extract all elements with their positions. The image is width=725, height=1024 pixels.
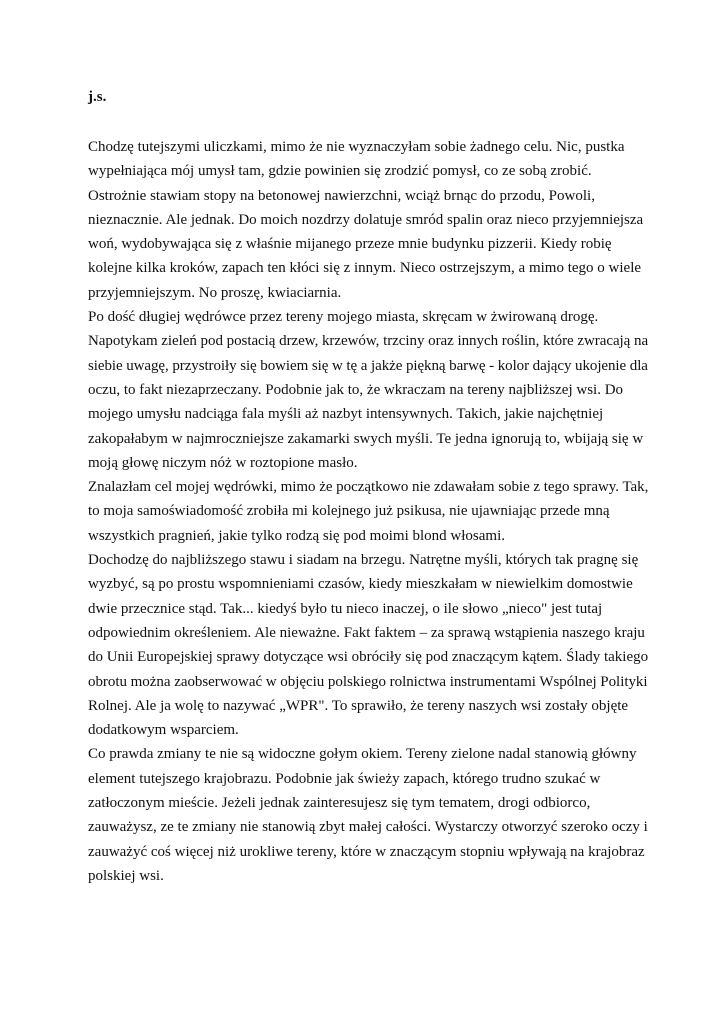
- text-line: dwie przecznice stąd. Tak... kiedyś było tu nieco inaczej, o ile słowo „nieco" jest tutaj: [88, 600, 603, 617]
- text-line: Znalazłam cel mojej wędrówki, mimo że początkowo nie zdawałam sobie z tego sprawy. Tak,: [88, 479, 649, 496]
- text-line: nieznacznie. Ale jednak. Do moich nozdrzy dolatuje smród spalin oraz nieco przyjemniejsza: [88, 211, 644, 228]
- text-line: moją głowę niczym nóż w roztopione masło.: [88, 454, 358, 471]
- text-line: woń, wydobywająca się z właśnie mijanego przeze mnie budynku pizzerii. Kiedy robię: [88, 236, 612, 253]
- text-line: wszystkich pragnień, jakie tylko rodzą się pod moimi blond włosami.: [88, 527, 506, 544]
- text-line: Rolnej. Ale ja wolę to nazywać „WPR". To sprawiło, że tereny naszych wsi zostały objęte: [88, 697, 629, 714]
- text-line: zauważysz, ze te zmiany nie stanowią zbyt małej całości. Wystarczy otworzyć szeroko oczy i: [88, 819, 648, 836]
- text-line: wypełniająca mój umysł tam, gdzie powinien się zrodzić pomysł, co ze sobą zrobić.: [88, 163, 592, 180]
- author-initials: j.s.: [88, 89, 107, 105]
- text-line: Ostrożnie stawiam stopy na betonowej nawierzchni, wciąż brnąc do przodu, Powoli,: [88, 187, 595, 204]
- text-line: Po dość długiej wędrówce przez tereny mojego miasta, skręcam w żwirowaną drogę.: [88, 309, 599, 326]
- text-line: zakopałabym w najmroczniejsze zakamarki swych myśli. Te jedna ignorują to, wbijają się w: [88, 430, 644, 447]
- text-line: odpowiednim określeniem. Ale nieważne. Fakt faktem – za sprawą wstąpienia naszego kraju: [88, 624, 645, 641]
- text-line: Napotykam zieleń pod postacią drzew, krzewów, trzciny oraz innych roślin, które zwracają na: [88, 333, 649, 350]
- text-line: mojego umysłu nadciąga fala myśli aż nazbyt intensywnych. Takich, jakie najchętniej: [88, 406, 604, 423]
- essay-body: [88, 135, 648, 888]
- text-line: element tutejszego krajobrazu. Podobnie jak świeży zapach, którego trudno szukać w: [88, 770, 601, 787]
- text-line: zatłoczonym mieście. Jeżeli jednak zainteresujesz się tym tematem, drogi odbiorco,: [88, 795, 591, 812]
- text-line: Chodzę tutejszymi uliczkami, mimo że nie wyznaczyłam sobie żadnego celu. Nic, pustka: [88, 139, 625, 155]
- text-line: Co prawda zmiany te nie są widoczne gołym okiem. Tereny zielone nadal stanowią główny: [88, 746, 637, 763]
- text-line: wyzbyć, są po prostu wspomnieniami czasów, kiedy mieszkałam w niewielkim domostwie: [88, 576, 633, 593]
- text-line: to moja samoświadomość zrobiła mi kolejnego już psikusa, nie ujawniając przede mną: [88, 503, 610, 520]
- text-line: do Unii Europejskiej sprawy dotyczące wsi obróciły się pod znaczącym kątem. Ślady takiego: [88, 649, 649, 666]
- text-line: przyjemniejszym. No proszę, kwiaciarnia.: [88, 284, 342, 301]
- text-line: kolejne kilka kroków, zapach ten kłóci się z innym. Nieco ostrzejszym, a mimo tego o wiele: [88, 260, 642, 277]
- text-line: oczu, to fakt niezaprzeczany. Podobnie jak to, że wkraczam na tereny najbliższej wsi. Do: [88, 381, 624, 398]
- text-line: zauważyć coś więcej niż urokliwe tereny, które w znaczącym stopniu wpływają na krajobraz: [88, 843, 645, 860]
- text-line: siebie uwagę, przystroiły się bowiem się w tę a jakże piękną barwę - kolor dający ukojenie dla: [88, 357, 648, 374]
- text-line: dodatkowym wsparciem.: [88, 722, 239, 739]
- text-line: obrotu można zaobserwować w objęciu polskiego rolnictwa instrumentami Wspólnej Polityki: [88, 673, 648, 690]
- text-line: Dochodzę do najbliższego stawu i siadam na brzegu. Natrętne myśli, których tak pragnę się: [88, 552, 639, 569]
- text-line: polskiej wsi.: [88, 867, 164, 884]
